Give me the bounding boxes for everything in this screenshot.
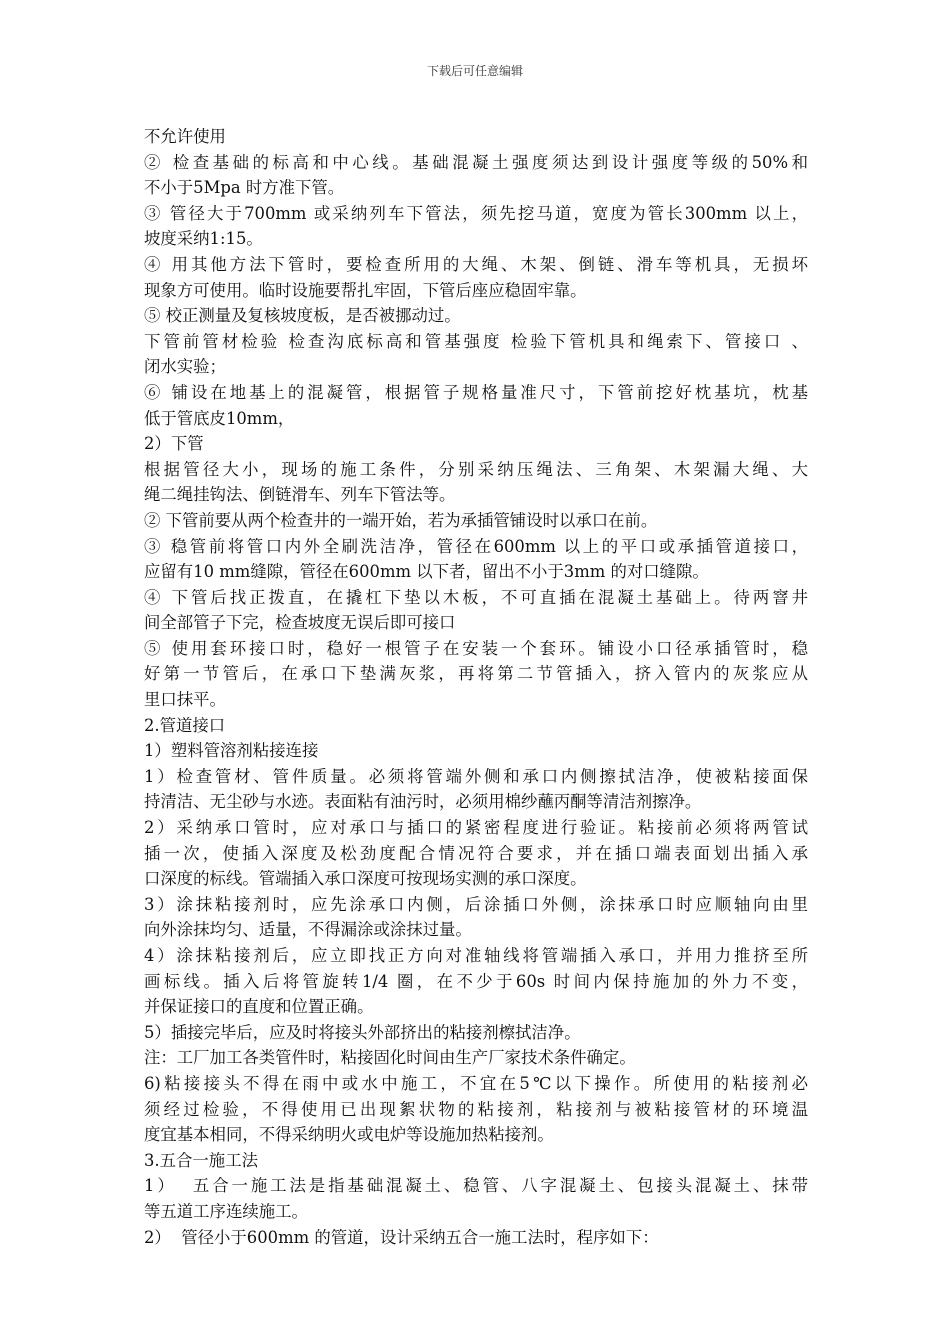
text-line: ④ 用其他方法下管时，要检查所用的大绳、木架、倒链、滑车等机具，无损坏 bbox=[144, 254, 808, 274]
text-line: 持清洁、无尘砂与水迹。表面粘有油污时，必须用棉纱蘸丙酮等清洁剂擦净。 bbox=[144, 792, 702, 812]
text-line: ② 下管前要从两个检查井的一端开始，若为承插管铺设时以承口在前。 bbox=[144, 510, 658, 530]
text-line: 等五道工序连续施工。 bbox=[144, 1201, 308, 1221]
text-line: ② 检查基础的标高和中心线。基础混凝土强度须达到设计强度等级的50%和 bbox=[144, 152, 808, 172]
text-line: 1）塑料管溶剂粘接连接 bbox=[144, 741, 319, 761]
text-line: 1）检查管材、管件质量。必须将管端外侧和承口内侧擦拭洁净，使被粘接面保 bbox=[144, 766, 808, 786]
text-line: 1） 五合一施工法是指基础混凝土、稳管、八字混凝土、包接头混凝土、抹带 bbox=[144, 1176, 808, 1196]
text-line: 下管前管材检验 检查沟底标高和管基强度 检验下管机具和绳索下、管接口 、 bbox=[144, 331, 808, 351]
text-line: 6)粘接接头不得在雨中或水中施工，不宜在5℃以下操作。所使用的粘接剂必 bbox=[144, 1073, 808, 1093]
text-line: 2）下管 bbox=[144, 434, 204, 454]
document-body bbox=[144, 124, 808, 1250]
text-line: 不小于5Mpa 时方准下管。 bbox=[144, 178, 345, 198]
text-line: 插一次，使插入深度及松劲度配合情况符合要求，并在插口端表面划出插入承 bbox=[144, 843, 808, 863]
text-line: 2） 管径小于600mm 的管道，设计采纳五合一施工法时，程序如下： bbox=[144, 1227, 659, 1247]
text-line: ③ 稳管前将管口内外全刷洗洁净，管径在600mm 以上的平口或承插管道接口， bbox=[144, 536, 808, 556]
text-line: 好第一节管后，在承口下垫满灰浆，再将第二节管插入，挤入管内的灰浆应从 bbox=[144, 664, 808, 684]
page-header-note: 下载后可任意编辑 bbox=[426, 64, 523, 78]
text-line: 坡度采纳1:15。 bbox=[144, 229, 263, 249]
text-line: 现象方可使用。临时设施要帮扎牢固，下管后座应稳固牢靠。 bbox=[144, 280, 587, 300]
text-line: 里口抹平。 bbox=[144, 690, 226, 710]
text-line: 不允许使用 bbox=[144, 127, 226, 146]
text-line: 并保证接口的直度和位置正确。 bbox=[144, 997, 374, 1017]
text-line: 4）涂抹粘接剂后，应立即找正方向对准轴线将管端插入承口，并用力推挤至所 bbox=[144, 946, 808, 965]
text-line: ⑤ 校正测量及复核坡度板，是否被挪动过。 bbox=[144, 306, 461, 326]
text-line: 2.管道接口 bbox=[144, 715, 226, 735]
text-line: 注：工厂加工各类管件时，粘接固化时间由生产厂家技术条件确定。 bbox=[144, 1048, 636, 1068]
text-line: ⑥ 铺设在地基上的混凝管，根据管子规格量准尺寸，下管前挖好枕基坑，枕基 bbox=[144, 382, 808, 402]
text-line: 3.五合一施工法 bbox=[144, 1150, 258, 1170]
text-line: 画标线。插入后将管旋转1/4 圈，在不少于60s 时间内保持施加的外力不变， bbox=[144, 971, 808, 991]
text-line: 须经过检验，不得使用已出现絮状物的粘接剂，粘接剂与被粘接管材的环境温 bbox=[144, 1099, 808, 1119]
text-line: 口深度的标线。管端插入承口深度可按现场实测的承口深度。 bbox=[144, 869, 587, 889]
text-line: ③ 管径大于700mm 或采纳列车下管法，须先挖马道，宽度为管长300mm 以上， bbox=[144, 203, 808, 223]
text-line: 应留有10 mm缝隙，管径在600mm 以下者，留出不小于3mm 的对口缝隙。 bbox=[144, 562, 709, 582]
text-line: 闭水实验； bbox=[144, 357, 226, 377]
text-line: ④ 下管后找正拨直，在撬杠下垫以木板，不可直插在混凝土基础上。待两窨井 bbox=[144, 587, 808, 607]
text-line: 2）采纳承口管时，应对承口与插口的紧密程度进行验证。粘接前必须将两管试 bbox=[144, 818, 808, 838]
text-line: 5）插接完毕后，应及时将接头外部挤出的粘接剂檫拭洁净。 bbox=[144, 1022, 581, 1042]
text-line: 根据管径大小，现场的施工条件，分别采纳压绳法、三角架、木架漏大绳、大 bbox=[144, 459, 808, 479]
text-line: 度宜基本相同，不得采纳明火或电炉等设施加热粘接剂。 bbox=[144, 1125, 554, 1145]
text-line: 向外涂抹均匀、适量，不得漏涂或涂抹过量。 bbox=[144, 920, 472, 940]
text-line: 间全部管子下完，检查坡度无误后即可接口 bbox=[144, 613, 456, 633]
text-line: 3）涂抹粘接剂时，应先涂承口内侧，后涂插口外侧，涂抹承口时应顺轴向由里 bbox=[144, 894, 808, 914]
text-line: ⑤ 使用套环接口时，稳好一根管子在安装一个套环。铺设小口径承插管时，稳 bbox=[144, 638, 808, 658]
text-line: 绳二绳挂钩法、倒链滑车、列车下管法等。 bbox=[144, 485, 456, 505]
text-line: 低于管底皮10mm， bbox=[144, 408, 295, 428]
